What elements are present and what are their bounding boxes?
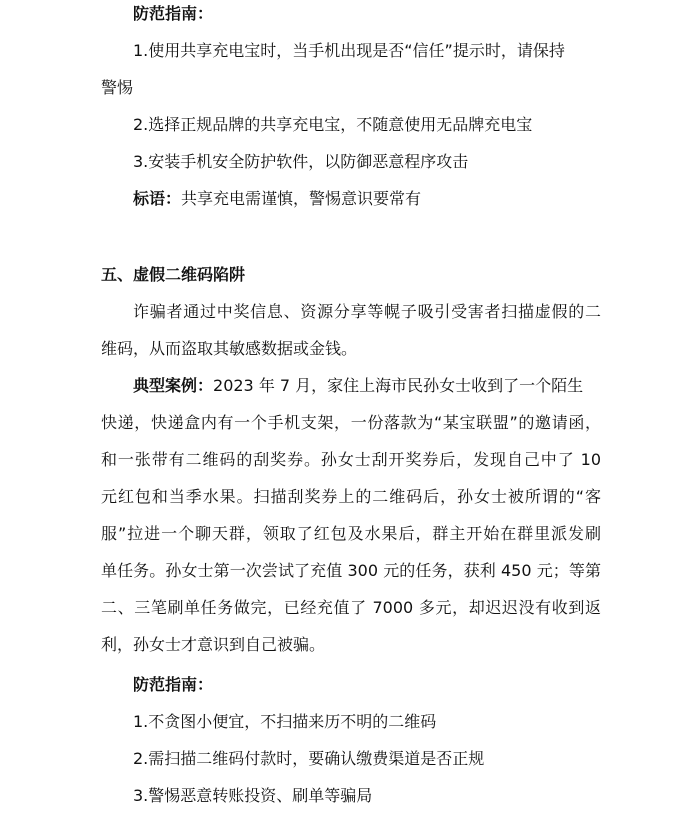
case-line-7: 二、三笔刷单任务做完，已经充值了 7000 多元，却迟迟没有收到返 — [101, 598, 601, 617]
guide-heading-prev: 防范指南： — [133, 4, 214, 23]
case-line-6: 单任务。孙女士第一次尝试了充值 300 元的任务，获利 450 元；等第 — [101, 561, 601, 580]
case-text-1: 2023 年 7 月，家住上海市民孙女士收到了一个陌生 — [213, 376, 584, 395]
guide-item-2: 2.需扫描二维码付款时，要确认缴费渠道是否正规 — [133, 749, 485, 768]
case-line-4: 元红包和当季水果。扫描刮奖券上的二维码后，孙女士被所谓的“客 — [101, 487, 601, 506]
section-heading: 五、虚假二维码陷阱 — [101, 265, 246, 284]
case-line-3: 和一张带有二维码的刮奖券。孙女士刮开奖券后，发现自己中了 10 — [101, 450, 601, 469]
guide-item-1: 1.不贪图小便宜，不扫描来历不明的二维码 — [133, 712, 437, 731]
case-label: 典型案例： — [133, 376, 214, 395]
case-line-2: 快递，快递盒内有一个手机支架，一份落款为“某宝联盟”的邀请函， — [101, 413, 601, 432]
case-line-8: 利，孙女士才意识到自己被骗。 — [101, 635, 326, 654]
guide-item-prev-1a: 1.使用共享充电宝时，当手机出现是否“信任”提示时，请保持 — [133, 41, 565, 60]
slogan-text: 共享充电需谨慎，警惕意识要常有 — [181, 189, 422, 208]
intro-line-1: 诈骗者通过中奖信息、资源分享等幌子吸引受害者扫描虚假的二 — [133, 302, 601, 321]
slogan-label: 标语： — [133, 189, 182, 208]
intro-line-2: 维码，从而盗取其敏感数据或金钱。 — [101, 339, 358, 358]
guide-heading: 防范指南： — [133, 675, 214, 694]
slogan — [133, 188, 700, 210]
guide-item-prev-3: 3.安装手机安全防护软件，以防御恶意程序攻击 — [133, 152, 469, 171]
case-line-5: 服”拉进一个聊天群，领取了红包及水果后，群主开始在群里派发刷 — [101, 524, 601, 543]
case-line-1 — [133, 375, 700, 397]
guide-item-3: 3.警惕恶意转账投资、刷单等骗局 — [133, 786, 373, 805]
guide-item-prev-1b: 警惕 — [101, 78, 134, 97]
guide-item-prev-2: 2.选择正规品牌的共享充电宝，不随意使用无品牌充电宝 — [133, 115, 533, 134]
